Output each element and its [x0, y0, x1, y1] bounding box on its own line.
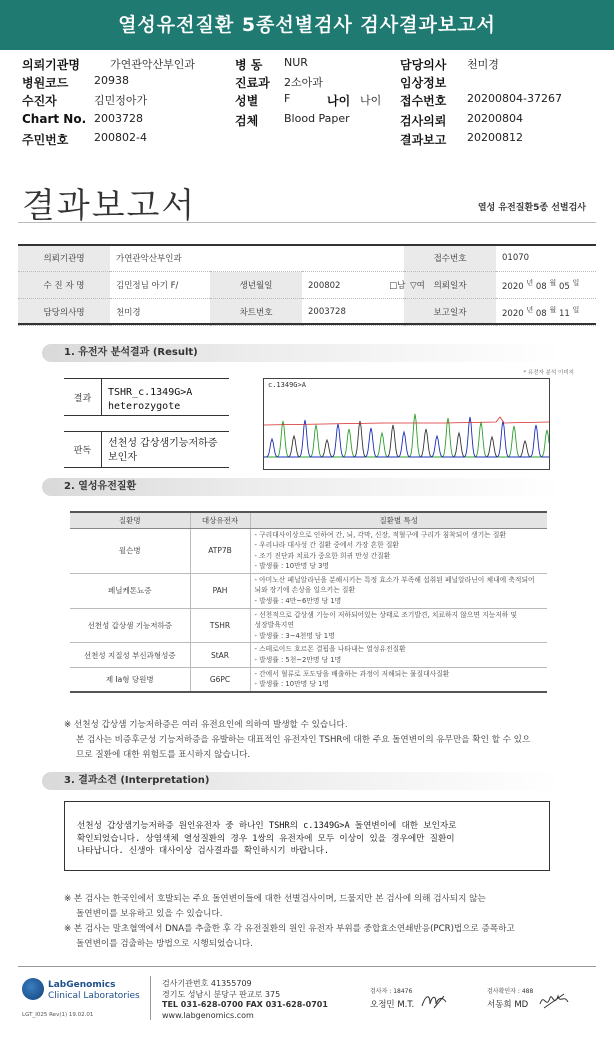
rep-day: 11: [558, 308, 570, 319]
judgment-value-carrier: 보인자: [108, 452, 137, 463]
value-chart-no: 2003728: [94, 112, 143, 125]
cell-value: 김민정님 아기 F/: [110, 272, 210, 299]
unit-day: 일: [572, 305, 580, 315]
disease-gene: StAR: [190, 643, 250, 667]
info-row: [22, 92, 607, 110]
info-row: [22, 56, 607, 74]
value-patient: 김민정아가: [94, 94, 148, 107]
note-line: ※ 본 검사는 말초혈액에서 DNA를 추출한 후 각 유전질환의 원인 유전자 부위를 중합효소연쇄반응(PCR)법으로 증폭하고: [64, 924, 515, 934]
sex-female-checkbox: ▽여: [410, 281, 425, 291]
cell-value: [496, 272, 596, 299]
disease-name: 선천성 지질성 부신과형성증: [70, 643, 190, 667]
value-age: 나이: [360, 94, 382, 107]
feature-line: 성장발육지연: [254, 621, 294, 630]
document-revision-id: LGT_I025 Rev(1) 19.02.01: [22, 1012, 94, 1018]
signer2-signature-icon: [538, 990, 570, 1012]
cell-value: [496, 299, 596, 326]
disease-features: [250, 667, 547, 692]
table-row: [70, 608, 547, 643]
cell-label: 생년월일: [210, 272, 302, 299]
interp-line: 선천성 갑상샘기능저하증 원인유전자 중 하나인 TSHR의 c.1349G>A 돌연변이에 대한 보인자로: [77, 821, 457, 831]
req-month: 08: [535, 281, 547, 292]
disease-name: 페닐케톤뇨증: [70, 573, 190, 608]
disease-features: [250, 608, 547, 643]
value-sex: F: [284, 92, 291, 105]
signer1-name: 오정민 M.T.: [370, 1000, 415, 1010]
disease-gene: PAH: [190, 573, 250, 608]
feature-line: - 선천적으로 갑상샘 기능이 저하되어있는 상태로 조기발견, 치료하지 않으면 지능저하 및: [254, 610, 518, 619]
cell-label: 접수번호: [404, 245, 496, 272]
disease-gene: G6PC: [190, 667, 250, 692]
cell-value: 가연관악산부인과: [110, 245, 404, 272]
logo-text: LabGenomics: [48, 980, 116, 990]
result-box: [64, 378, 229, 416]
note-line: 므로 질환에 대한 위험도를 표시하지 않습니다.: [76, 750, 251, 760]
chromatogram-trace: [264, 379, 549, 469]
signer2-name: 서동희 MD: [487, 1000, 529, 1010]
feature-line: - 발생률 : 10만명 당 1명: [254, 680, 329, 689]
unit-month: 월: [549, 278, 557, 288]
value-receipt-no: 20200804-37267: [467, 92, 562, 105]
section-interpretation-header: 3. 결과소견 (Interpretation): [42, 772, 562, 790]
signer2-id: 검사확인자 : 488: [487, 988, 534, 995]
feature-line: - 구리대사이상으로 인하여 간, 뇌, 각막, 신장, 적혈구에 구리가 침착되어 생기는 질환: [254, 530, 507, 539]
report-subtitle: 열성 유전질환5종 선별검사: [477, 203, 586, 213]
title-divider: [18, 222, 596, 223]
labgenomics-logo-icon: [22, 978, 44, 1000]
disease-gene: ATP7B: [190, 528, 250, 573]
result-value-zygosity: heterozygote: [108, 401, 181, 412]
info-row: [22, 74, 607, 92]
footer-lab-number: 검사기관번호 41355709: [162, 979, 252, 988]
req-day: 05: [558, 281, 570, 292]
note-line: 본 검사는 비증후군성 기능저하증을 유발하는 대표적인 유전자인 TSHR에 대한 주요 돌연변이의 유무만을 확인 할 수 있으: [76, 735, 531, 745]
patient-table: [18, 244, 596, 326]
unit-year: 년: [526, 278, 534, 288]
result-label: 결과: [64, 379, 102, 415]
disease-features: [250, 573, 547, 608]
label-resident-no: 주민번호: [22, 133, 69, 147]
label-specimen: 검체: [235, 114, 259, 128]
cell-label: 의뢰일자: [404, 272, 496, 299]
note-line: ※ 선천성 갑상샘 기능저하증은 여러 유전요인에 의하여 발생할 수 있습니다.: [64, 720, 348, 730]
feature-line: - 조기 진단과 치료가 중요한 희귀 만성 간질환: [254, 551, 391, 560]
feature-line: - 아미노산 페닐알라닌을 분해시키는 특정 효소가 부족해 섭취된 페닐알라닌이 체내에 축적되어: [254, 575, 535, 584]
feature-line: - 스테로이드 호르몬 결핍을 나타내는 열성유전질환: [254, 645, 406, 654]
footer-separator: [150, 976, 151, 1020]
value-department: 2소아과: [284, 76, 323, 89]
dob-value: 200802: [308, 281, 341, 291]
label-hospital-code: 병원코드: [22, 76, 69, 90]
value-specimen: Blood Paper: [284, 112, 350, 125]
disease-features: [250, 643, 547, 667]
cell-label: 의뢰기관명: [18, 245, 110, 272]
interp-line: 확인되었습니다. 상염색체 열성질환의 경우 1쌍의 유전자에 모두 이상이 있을 경우에만 질환이: [77, 833, 455, 844]
info-row: [22, 112, 607, 130]
table-row: [18, 272, 596, 299]
label-request-date: 검사의뢰: [400, 114, 447, 128]
label-department: 진료과: [235, 76, 270, 90]
disease-features: [250, 528, 547, 573]
note-line: 돌연변이를 검출하는 방법으로 시행되었습니다.: [76, 939, 253, 949]
value-hospital-code: 20938: [94, 74, 129, 87]
feature-line: - 간에서 혈류로 포도당을 배출하는 과정이 저해되는 물질대사질환: [254, 669, 450, 678]
unit-year: 년: [526, 305, 534, 315]
disease-name: 윌슨병: [70, 528, 190, 573]
req-year: 2020: [502, 281, 524, 292]
cell-value: [302, 272, 425, 299]
value-institution: 가연관악산부인과: [110, 58, 196, 71]
feature-line: - 우리나라 대사성 간 질환 중에서 가장 흔한 질환: [254, 541, 399, 550]
label-report-date: 결과보고: [400, 133, 447, 147]
table-row: [18, 245, 596, 272]
value-report-date: 20200812: [467, 131, 523, 144]
feature-line: - 발생률 : 5천~2만명 당 1명: [254, 656, 342, 665]
disease-table: [70, 511, 547, 693]
footer-divider: [18, 966, 596, 967]
judgment-label: 판독: [64, 432, 102, 467]
value-ward: NUR: [284, 56, 308, 69]
judgment-value-disease: 선천성 갑상샘기능저하증: [108, 438, 218, 449]
value-doctor: 천미경: [467, 58, 499, 71]
logo-subtext: Clinical Laboratories: [48, 991, 140, 1001]
cell-label: 차트번호: [210, 299, 302, 326]
unit-month: 월: [549, 305, 557, 315]
note-line: ※ 본 검사는 한국인에서 호발되는 주요 돌연변이들에 대한 선별검사이며, 드물지만 본 검사에 의해 검사되지 않는: [64, 894, 486, 904]
table-row: [70, 667, 547, 692]
info-row: [22, 131, 607, 149]
note-line: 돌연변이를 보유하고 있을 수 있습니다.: [76, 909, 223, 919]
signer1-id: 검사자 : 18476: [370, 988, 413, 995]
cell-value: 01070: [496, 245, 596, 272]
label-doctor: 담당의사: [400, 58, 447, 72]
table-row: [70, 643, 547, 667]
section-diseases-header: 2. 열성유전질환: [42, 478, 562, 496]
section-result-header: 1. 유전자 분석결과 (Result): [42, 344, 562, 362]
label-sex: 성별: [235, 94, 259, 108]
signer1-signature-icon: [420, 990, 450, 1012]
interpretation-box: [64, 801, 550, 871]
header-gene: 대상유전자: [190, 512, 250, 528]
label-institution: 의뢰기관명: [22, 58, 80, 72]
footer-phone: TEL 031-628-0700 FAX 031-628-0701: [162, 1000, 328, 1009]
feature-line: 뇌와 장기에 손상을 일으키는 질환: [254, 586, 356, 595]
value-request-date: 20200804: [467, 112, 523, 125]
feature-line: - 발생률 : 3~4천명 당 1명: [254, 631, 335, 640]
table-row: [18, 299, 596, 326]
chromatogram-mutation-trace: [264, 417, 549, 425]
chromatogram-note: * 유전자 분석 이미지: [523, 370, 574, 376]
value-resident-no: 200802-4: [94, 131, 147, 144]
feature-line: - 발생률 : 10만명 당 3명: [254, 562, 329, 571]
unit-day: 일: [572, 278, 580, 288]
report-banner-title: 열성유전질환 5종선별검사 검사결과보고서: [0, 0, 614, 50]
report-title: 결과보고서: [22, 186, 197, 226]
header-features: 질환별 특성: [250, 512, 547, 528]
cell-value: 천미경: [110, 299, 210, 326]
footer-address: 경기도 성남시 분당구 판교로 375: [162, 990, 281, 999]
cell-label: 수 진 자 명: [18, 272, 110, 299]
table-header-row: [70, 512, 547, 528]
rep-year: 2020: [502, 308, 524, 319]
interp-line: 나타납니다. 신생아 대사이상 검사결과를 확인하시기 바랍니다.: [77, 846, 330, 856]
chromatogram-label: c.1349G>A: [268, 381, 306, 389]
disease-gene: TSHR: [190, 608, 250, 643]
footer-website: www.labgenomics.com: [162, 1011, 254, 1020]
label-receipt-no: 접수번호: [400, 94, 447, 108]
result-value-variant: TSHR_c.1349G>A: [108, 387, 193, 398]
label-age: 나이: [327, 94, 351, 108]
cell-label: 보고일자: [404, 299, 496, 326]
header-disease: 질환명: [70, 512, 190, 528]
chromatogram-image: [263, 378, 550, 470]
table-row: [70, 528, 547, 573]
disease-name: 선천성 갑상샘 기능저하증: [70, 608, 190, 643]
judgment-box: [64, 431, 229, 468]
label-clinical-info: 임상정보: [400, 76, 447, 90]
cell-value: 2003728: [302, 299, 404, 326]
disease-name: 제 Ia형 당원병: [70, 667, 190, 692]
note-tshr: [64, 718, 544, 763]
sex-male-checkbox: □남: [389, 281, 406, 291]
table-row: [70, 573, 547, 608]
rep-month: 08: [535, 308, 547, 319]
label-chart-no: Chart No.: [22, 112, 87, 126]
feature-line: - 발생률 : 4만~6만명 당 1명: [254, 597, 342, 606]
label-ward: 병 동: [235, 58, 263, 72]
note-method: [64, 892, 544, 952]
label-patient: 수진자: [22, 94, 57, 108]
cell-label: 담당의사명: [18, 299, 110, 326]
